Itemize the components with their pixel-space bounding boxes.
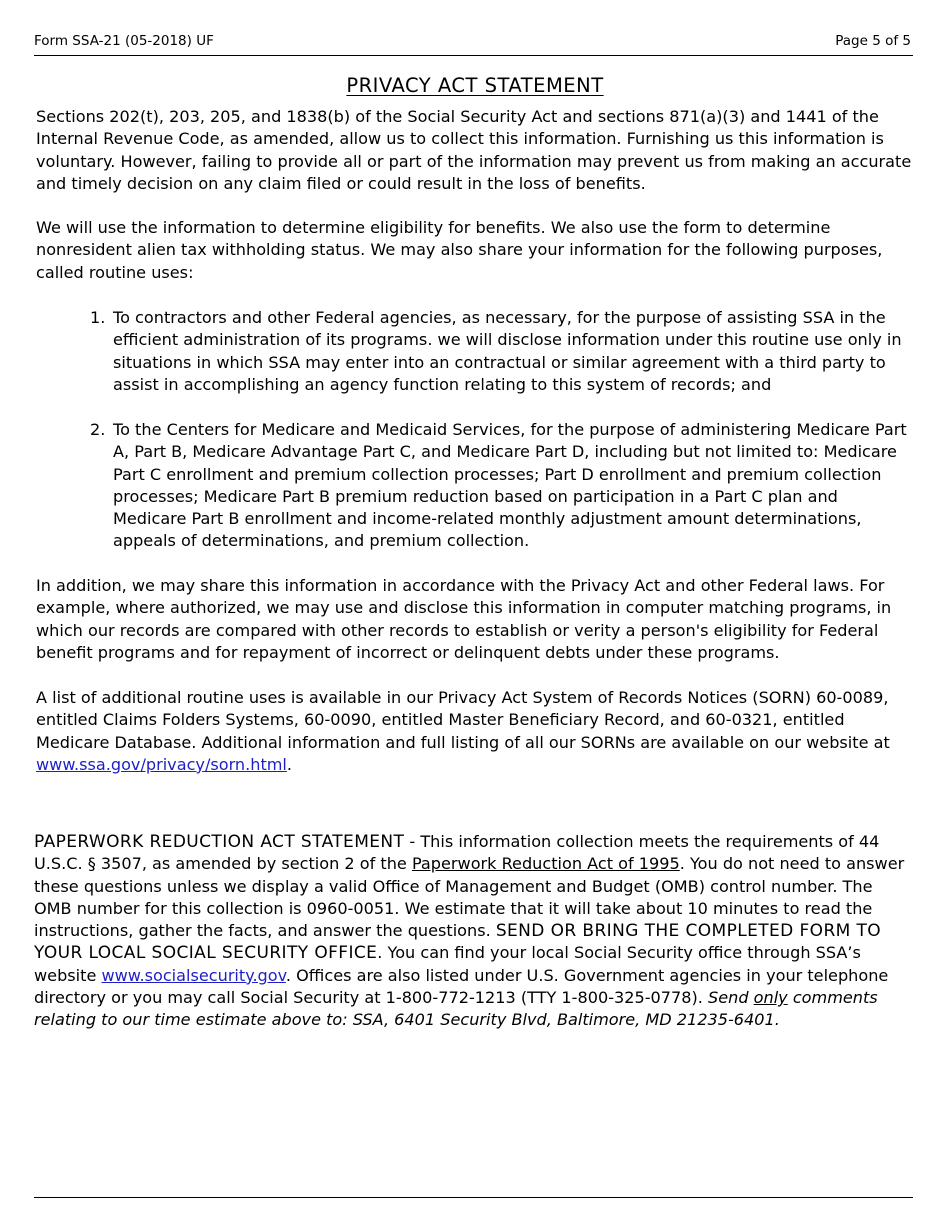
socialsecurity-link[interactable]: www.socialsecurity.gov — [101, 965, 286, 985]
act-name: Paperwork Reduction Act of 1995 — [411, 854, 680, 874]
sorn-link[interactable]: www.ssa.gov/privacy/sorn.html — [36, 754, 287, 774]
privacy-paragraph-4 — [36, 687, 914, 776]
routine-use-item — [90, 419, 916, 553]
form-id: Form SSA-21 (05-2018) UF — [34, 33, 214, 49]
list-number: 1. — [90, 308, 106, 327]
pra-text-2: . You do not need to answer these questions unless we display a valid Office of Management and Budget (OMB) control number. The OMB number for this collection is 0960-0051. We estimate that it will take about 10 minutes to read the instructions, gather the facts, and answer the questions. — [34, 854, 905, 941]
list-item-text: To contractors and other Federal agencies, as necessary, for the purpose of assisting SSA in the efficient administration of its programs. we will disclose information under this routine use only in situations in which SSA may enter into an contractual or similar agreement with a third party to assist in accomplishing an agency function relating to this system of records; and — [113, 308, 902, 394]
pra-text-4: . Offices are also listed under U.S. Government agencies in your telephone directory or you may call Social Security at 1-800-772-1213 (TTY 1-800-325-0778). — [34, 965, 889, 1008]
routine-use-item — [90, 307, 916, 396]
privacy-act-title — [0, 74, 950, 97]
send-post: comments relating to our time estimate above to: SSA, 6401 Security Blvd, Baltimore, MD 21235-6401. — [34, 988, 878, 1030]
list-number: 2. — [90, 420, 106, 439]
send-pre: Send — [708, 988, 754, 1008]
privacy-paragraph-1: Sections 202(t), 203, 205, and 1838(b) of the Social Security Act and sections 871(a)(3) and 1441 of the Internal Revenue Code, as amended, allow us to collect this information. Furnishing us this information is voluntary. However, failing to provide all or part of the information may prevent us from making an accurate and timely decision on any claim filed or could result in the loss of benefits. — [36, 107, 912, 193]
paperwork-reduction-statement — [34, 831, 914, 1032]
page-number: Page 5 of 5 — [835, 33, 911, 49]
list-item-text: To the Centers for Medicare and Medicaid Services, for the purpose of administering Medicare Part A, Part B, Medicare Advantage Part C, and Medicare Part D, including but not limited to: Medicare Part C enrollment and premium collection processes; Part D enrollment and premium collection processes; Medicare Part B premium reduction based on participation in a Part C plan and Medicare Part B enrollment and income-related monthly adjustment amount determinations, appeals of determinations, and premium collection. — [113, 420, 907, 551]
privacy-act-title-text: PRIVACY ACT STATEMENT — [346, 74, 604, 97]
pra-text-1: - This information collection meets the requirements of 44 U.S.C. § 3507, as amended by section 2 of the — [34, 832, 880, 874]
privacy-paragraph-2: We will use the information to determine eligibility for benefits. We also use the form to determine nonresident alien tax withholding status. We may also share your information for the following purposes, called routine uses: — [36, 218, 883, 282]
send-instruction: SEND OR BRING THE COMPLETED FORM TO YOUR LOCAL SOCIAL SECURITY OFFICE — [34, 921, 882, 964]
pra-text-3: . You can find your local Social Security office through SSA’s website — [34, 943, 861, 985]
send-only: only — [753, 988, 788, 1008]
privacy-paragraph-3: In addition, we may share this information in accordance with the Privacy Act and other Federal laws. For example, where authorized, we may use and disclose this information in computer matching programs, in which our records are compared with other records to establish or verity a person's eligibility for Federal benefit programs and for repayment of incorrect or delinquent debts under these programs. — [36, 576, 892, 662]
paperwork-heading: PAPERWORK REDUCTION ACT STATEMENT — [34, 832, 405, 852]
footer-divider — [34, 1197, 913, 1198]
sorn-text: A list of additional routine uses is available in our Privacy Act System of Records Notices (SORN) 60-0089, entitled Claims Folders Systems, 60-0090, entitled Master Beneficiary Record, and 60-0321, entitled Medicare Database. Additional information and full listing of all our SORNs are available on our website at — [36, 688, 890, 752]
page-header — [34, 33, 913, 56]
sorn-end: . — [286, 754, 293, 774]
